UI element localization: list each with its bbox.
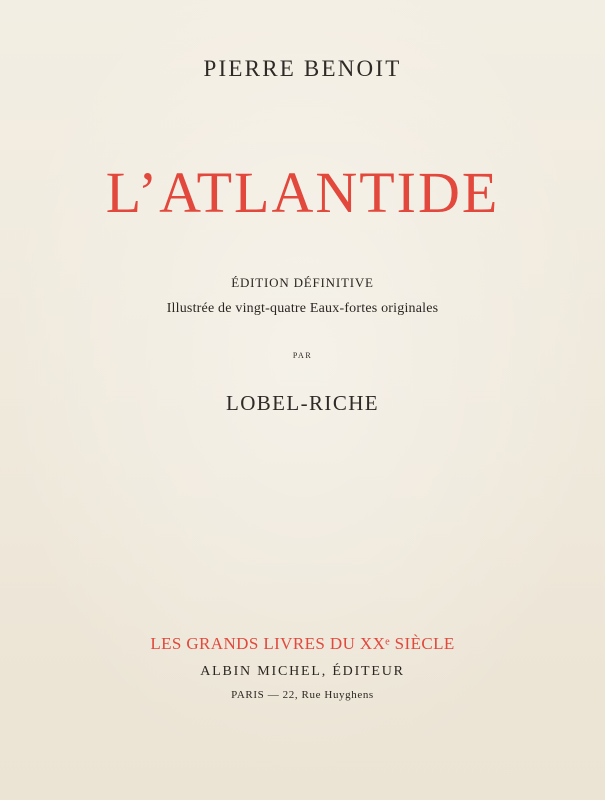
illustrator-name: LOBEL-RICHE [225, 391, 380, 415]
publisher-address: PARIS — 22, Rue Huyghens [231, 689, 374, 701]
book-title: L’ATLANTIDE [105, 160, 500, 225]
author-name: PIERRE BENOIT [203, 56, 402, 81]
by-label: PAR [292, 351, 313, 360]
publisher-name: ALBIN MICHEL, ÉDITEUR [200, 664, 405, 679]
illustration-note: Illustrée de vingt-quatre Eaux-fortes originales [166, 301, 439, 316]
series-title: LES GRANDS LIVRES DU XXᵉ SIÈCLE [150, 634, 455, 653]
edition-label: ÉDITION DÉFINITIVE [231, 275, 374, 290]
